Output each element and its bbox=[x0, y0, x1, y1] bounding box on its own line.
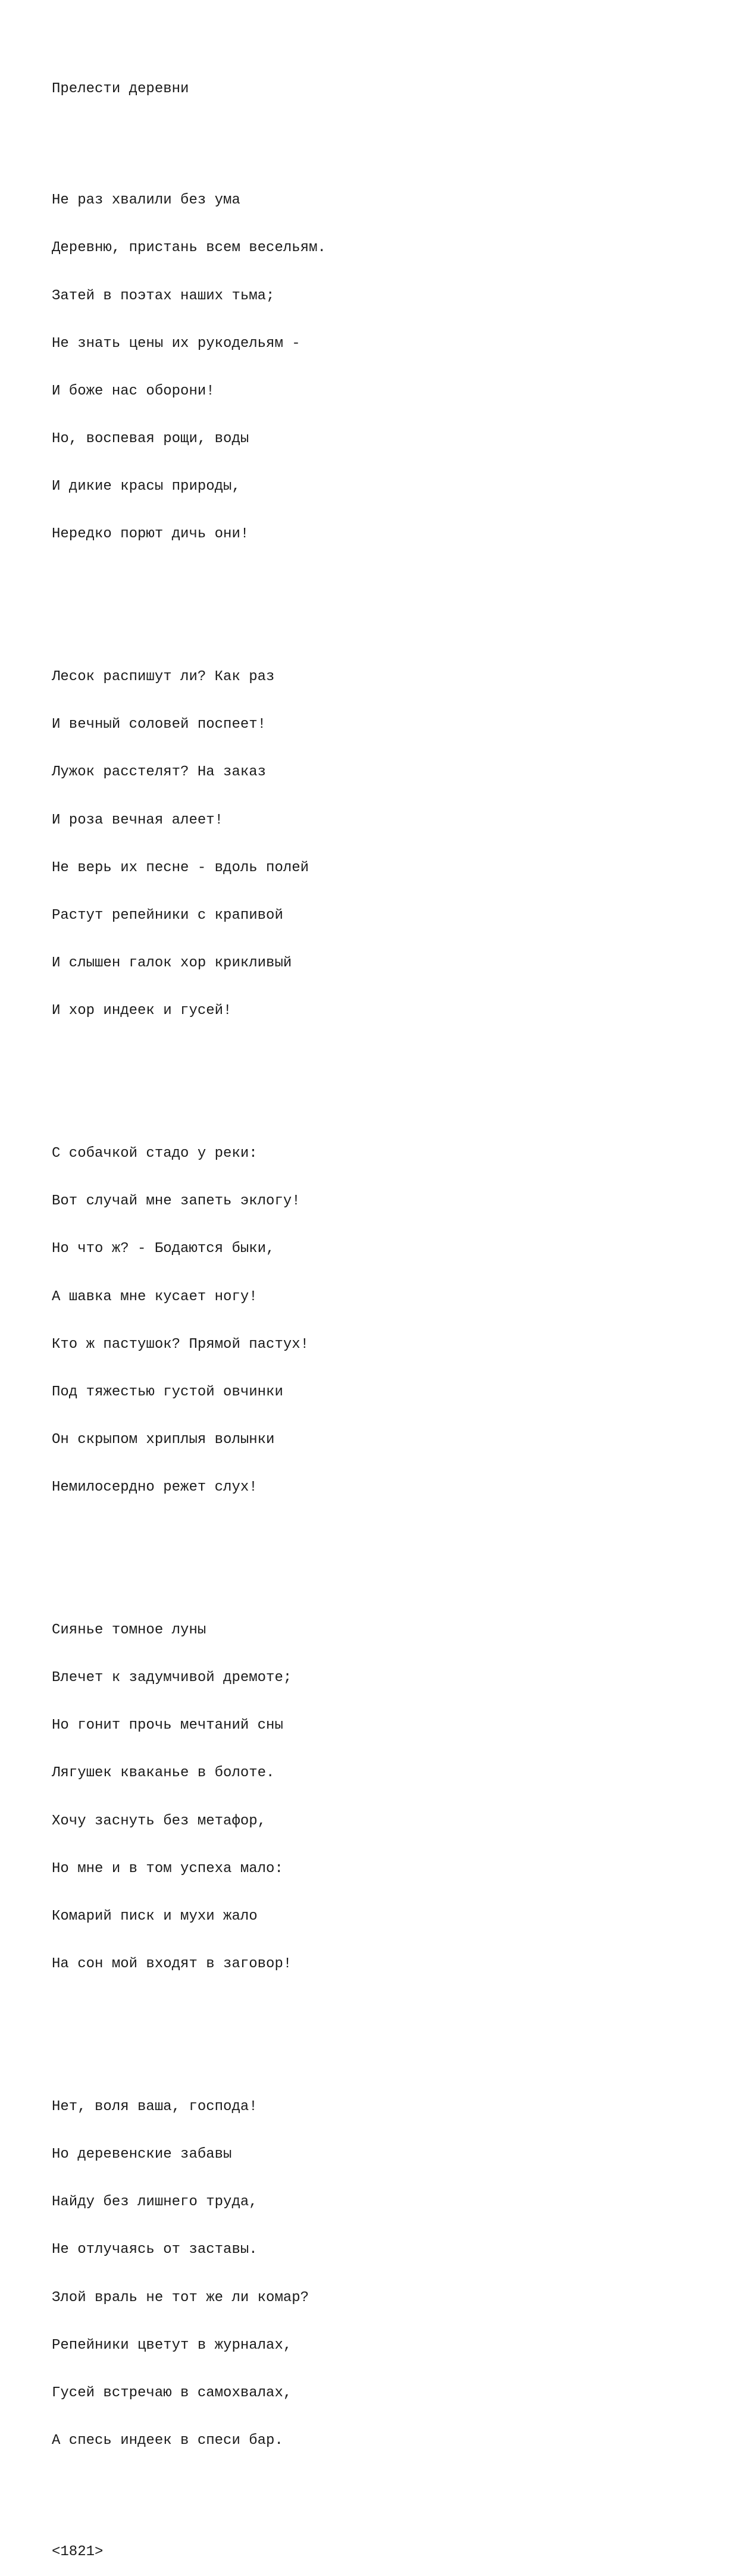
poem-line: Хочу заснуть без метафор, bbox=[52, 1813, 267, 1829]
poem-line: Сиянье томное луны bbox=[52, 1622, 206, 1639]
poem-line: И слышен галок хор крикливый bbox=[52, 954, 292, 971]
poem-line: А шавка мне кусает ногу! bbox=[52, 1288, 258, 1305]
poem-line: Деревню, пристань всем весельям. bbox=[52, 240, 326, 256]
poem-line: И вечный соловей поспеет! bbox=[52, 716, 267, 733]
poem-line: Растут репейники с крапивой bbox=[52, 907, 283, 924]
poem-line: Под тяжестью густой овчинки bbox=[52, 1384, 283, 1400]
poem-line: На сон мой входят в заговор! bbox=[52, 1955, 292, 1972]
poem-line: Кто ж пастушок? Прямой пастух! bbox=[52, 1336, 309, 1353]
poem-line: Но деревенские забавы bbox=[52, 2146, 232, 2163]
poem-line: Злой враль не тот же ли комар? bbox=[52, 2289, 309, 2306]
poem-line: Лужок расстелят? На заказ bbox=[52, 764, 267, 781]
poem-line: И хор индеек и гусей! bbox=[52, 1002, 232, 1019]
poem-line: И боже нас оборони! bbox=[52, 383, 215, 399]
poem-line: Не верь их песне - вдоль полей bbox=[52, 859, 309, 876]
poem-line: Не раз хвалили без ума bbox=[52, 192, 240, 209]
stanza-1 bbox=[52, 161, 706, 574]
poem-line: Лесок распишут ли? Как раз bbox=[52, 669, 275, 686]
poem-line: Не отлучаясь от заставы. bbox=[52, 2242, 258, 2258]
poem-line: Он скрыпом хриплыя волынки bbox=[52, 1431, 275, 1448]
poem-line: Найду без лишнего труда, bbox=[52, 2194, 258, 2211]
stanza-3 bbox=[52, 1115, 706, 1528]
poem-line: И роза вечная алеет! bbox=[52, 812, 224, 828]
poem-line: Немилосердно режет слух! bbox=[52, 1479, 258, 1495]
poem-line: Но мне и в том успеха мало: bbox=[52, 1860, 283, 1877]
stanza-2 bbox=[52, 638, 706, 1051]
poem-line: Влечет к задумчивой дремоте; bbox=[52, 1670, 292, 1686]
poem-line: Затей в поэтах наших тьма; bbox=[52, 287, 275, 304]
poem-line: Комарий писк и мухи жало bbox=[52, 1908, 258, 1924]
poem-line: Но, воспевая рощи, воды bbox=[52, 430, 249, 447]
poem-line: Вот случай мне запеть эклогу! bbox=[52, 1193, 300, 1210]
document-page bbox=[52, 50, 706, 2576]
stanza-4 bbox=[52, 1591, 706, 2004]
poem-line: Но гонит прочь мечтаний сны bbox=[52, 1717, 283, 1734]
poem-line: Гусей встречаю в самохвалах, bbox=[52, 2384, 292, 2401]
poem-line: Нет, воля ваша, господа! bbox=[52, 2099, 258, 2115]
poem-date: <1821> bbox=[52, 2543, 104, 2560]
stanza-5 bbox=[52, 2068, 706, 2481]
poem-line: А спесь индеек в спеси бар. bbox=[52, 2432, 283, 2449]
poem-title: Прелести деревни bbox=[52, 81, 189, 98]
poem-line: Лягушек кваканье в болоте. bbox=[52, 1765, 275, 1782]
poem-line: Но что ж? - Бодаются быки, bbox=[52, 1241, 275, 1257]
poem-line: И дикие красы природы, bbox=[52, 478, 240, 494]
poem-line: Репейники цветут в журналах, bbox=[52, 2337, 292, 2353]
poem-line: Нередко порют дичь они! bbox=[52, 525, 249, 542]
poem-line: Не знать цены их рукодельям - bbox=[52, 335, 300, 352]
poem-line: С собачкой стадо у реки: bbox=[52, 1145, 258, 1162]
